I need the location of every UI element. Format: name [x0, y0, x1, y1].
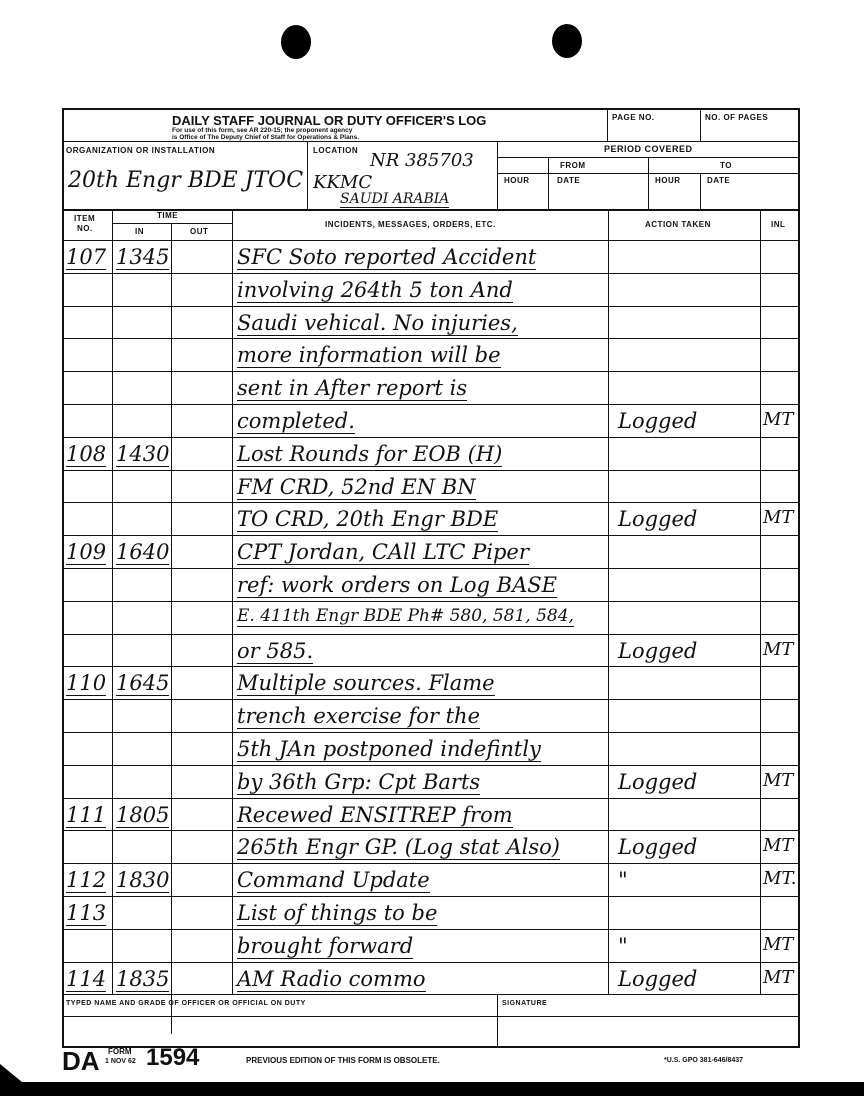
time-label: TIME: [157, 211, 179, 220]
rule-line: [62, 240, 800, 241]
rule-line: [62, 306, 800, 307]
entry-text: more information will be: [237, 343, 501, 367]
rule-line: [608, 240, 609, 994]
time-in: 1430: [116, 442, 170, 466]
entry-text: SFC Soto reported Accident: [237, 245, 537, 269]
time-in-label: IN: [135, 227, 144, 236]
location-label: LOCATION: [313, 146, 359, 155]
entry-text: involving 264th 5 ton And: [237, 278, 513, 302]
scan-edge-bottom: [0, 1082, 864, 1096]
time-in: 1645: [116, 671, 170, 695]
entry-text: Lost Rounds for EOB (H): [237, 442, 503, 466]
form-word: FORM: [108, 1047, 132, 1056]
form-number: 1594: [146, 1044, 200, 1071]
rule-line: [62, 371, 800, 372]
rule-line: [648, 157, 649, 210]
location-country-value: SAUDI ARABIA: [340, 191, 450, 207]
gpo-note: *U.S. GPO 381-646/8437: [664, 1057, 743, 1064]
rule-line: [232, 240, 233, 994]
item-number: 113: [66, 901, 107, 925]
rule-line: [62, 896, 800, 897]
rule-line: [62, 568, 800, 569]
rule-line: [62, 601, 800, 602]
rule-line: [62, 535, 800, 536]
rule-line: [62, 994, 800, 995]
location-grid-value: NR 385703: [370, 150, 474, 171]
rule-line: [62, 830, 800, 831]
rule-line: [62, 666, 800, 667]
time-out-label: OUT: [190, 227, 209, 236]
rule-line: [112, 240, 113, 994]
entry-text: E. 411th Engr BDE Ph# 580, 581, 584,: [237, 606, 574, 626]
form-da-label: DA: [62, 1046, 100, 1076]
initials: MT: [763, 835, 794, 856]
rule-line: [62, 929, 800, 930]
action-taken: Logged: [618, 967, 698, 991]
time-in: 1835: [116, 967, 170, 991]
rule-line: [700, 173, 701, 210]
action-taken: ": [618, 868, 628, 892]
rule-line: [62, 437, 800, 438]
action-taken: Logged: [618, 835, 698, 859]
form-subtitle-line2: is Office of The Deputy Chief of Staff for Operations & Plans.: [172, 134, 360, 141]
initials: MT.: [763, 868, 797, 889]
rule-line: [307, 141, 308, 210]
action-taken: Logged: [618, 770, 698, 794]
form-subtitle-line1: For use of this form, see AR 220-15; the proponent agency: [172, 127, 353, 134]
no-of-pages-label: NO. OF PAGES: [705, 113, 769, 122]
location-kkmc-value: KKMC: [313, 172, 373, 193]
rule-line: [112, 223, 232, 224]
rule-line: [62, 502, 800, 503]
item-number: 110: [66, 671, 107, 695]
time-in: 1805: [116, 803, 170, 827]
rule-line: [62, 404, 800, 405]
entry-text: ref: work orders on Log BASE: [237, 573, 557, 597]
rule-line: [548, 157, 549, 210]
entry-text: Recewed ENSITREP from: [237, 803, 513, 827]
rule-line: [62, 634, 800, 635]
form-title: DAILY STAFF JOURNAL OR DUTY OFFICER'S LOG: [172, 113, 487, 128]
entry-text: brought forward: [237, 934, 414, 958]
time-in: 1345: [116, 245, 170, 269]
item-number: 111: [66, 803, 107, 827]
entry-text: FM CRD, 52nd EN BN: [237, 475, 476, 499]
entry-text: sent in After report is: [237, 376, 468, 400]
entry-text: or 585.: [237, 639, 314, 663]
incidents-label: INCIDENTS, MESSAGES, ORDERS, ETC.: [325, 220, 496, 229]
action-taken: Logged: [618, 507, 698, 531]
action-taken: Logged: [618, 639, 698, 663]
to-hour-label: HOUR: [655, 176, 681, 185]
period-covered-label: PERIOD COVERED: [604, 144, 693, 154]
initials: MT: [763, 770, 794, 791]
rule-line: [171, 223, 172, 994]
to-date-label: DATE: [707, 176, 731, 185]
officer-label: TYPED NAME AND GRADE OF OFFICER OR OFFICIAL ON DUTY: [66, 1000, 306, 1007]
initials: MT: [763, 639, 794, 660]
action-taken: ": [618, 934, 628, 958]
scan-edge-corner: [0, 1064, 22, 1082]
entry-text: 5th JAn postponed indefintly: [237, 737, 541, 761]
entry-text: 265th Engr GP. (Log stat Also): [237, 835, 560, 859]
entry-text: Command Update: [237, 868, 430, 892]
entry-text: Multiple sources. Flame: [237, 671, 495, 695]
rule-line: [62, 732, 800, 733]
form-date: 1 NOV 62: [105, 1058, 136, 1065]
organization-label: ORGANIZATION OR INSTALLATION: [66, 146, 216, 155]
initials: MT: [763, 934, 794, 955]
entry-text: trench exercise for the: [237, 704, 481, 728]
previous-edition-note: PREVIOUS EDITION OF THIS FORM IS OBSOLETE.: [246, 1056, 440, 1065]
rule-line: [62, 1016, 800, 1017]
punch-hole-left: [281, 25, 311, 59]
rule-line: [62, 470, 800, 471]
initials: MT: [763, 409, 794, 430]
rule-line: [760, 240, 761, 994]
item-number: 114: [66, 967, 107, 991]
inl-label: INL: [771, 220, 786, 229]
rule-line: [62, 962, 800, 963]
action-taken: Logged: [618, 409, 698, 433]
time-in: 1830: [116, 868, 170, 892]
entry-text: CPT Jordan, CAll LTC Piper: [237, 540, 529, 564]
item-number: 112: [66, 868, 107, 892]
item-no-label: NO.: [77, 224, 93, 233]
initials: MT: [763, 507, 794, 528]
punch-hole-right: [552, 24, 582, 58]
rule-line: [700, 108, 701, 142]
entry-text: Saudi vehical. No injuries,: [237, 311, 518, 335]
action-taken-label: ACTION TAKEN: [645, 220, 711, 229]
rule-line: [62, 141, 800, 142]
from-hour-label: HOUR: [504, 176, 530, 185]
rule-line: [62, 798, 800, 799]
to-label: TO: [720, 161, 732, 170]
item-number: 108: [66, 442, 107, 466]
time-in: 1640: [116, 540, 170, 564]
entry-text: by 36th Grp: Cpt Barts: [237, 770, 481, 794]
entry-text: AM Radio commo: [237, 967, 426, 991]
rule-line: [62, 338, 800, 339]
item-number: 107: [66, 245, 107, 269]
page-no-label: PAGE NO.: [612, 113, 655, 122]
item-label: ITEM: [74, 214, 96, 223]
rule-line: [497, 994, 498, 1046]
entry-text: TO CRD, 20th Engr BDE: [237, 507, 499, 531]
entry-text: completed.: [237, 409, 355, 433]
entry-text: List of things to be: [237, 901, 438, 925]
initials: MT: [763, 967, 794, 988]
from-date-label: DATE: [557, 176, 581, 185]
from-label: FROM: [560, 161, 586, 170]
item-number: 109: [66, 540, 107, 564]
rule-line: [62, 699, 800, 700]
form-subtitle: [172, 127, 512, 141]
rule-line: [62, 765, 800, 766]
rule-line: [62, 863, 800, 864]
signature-label: SIGNATURE: [502, 1000, 548, 1007]
rule-line: [62, 273, 800, 274]
rule-line: [607, 108, 608, 142]
rule-line: [497, 141, 498, 210]
organization-value: 20th Engr BDE JTOC: [68, 168, 304, 193]
